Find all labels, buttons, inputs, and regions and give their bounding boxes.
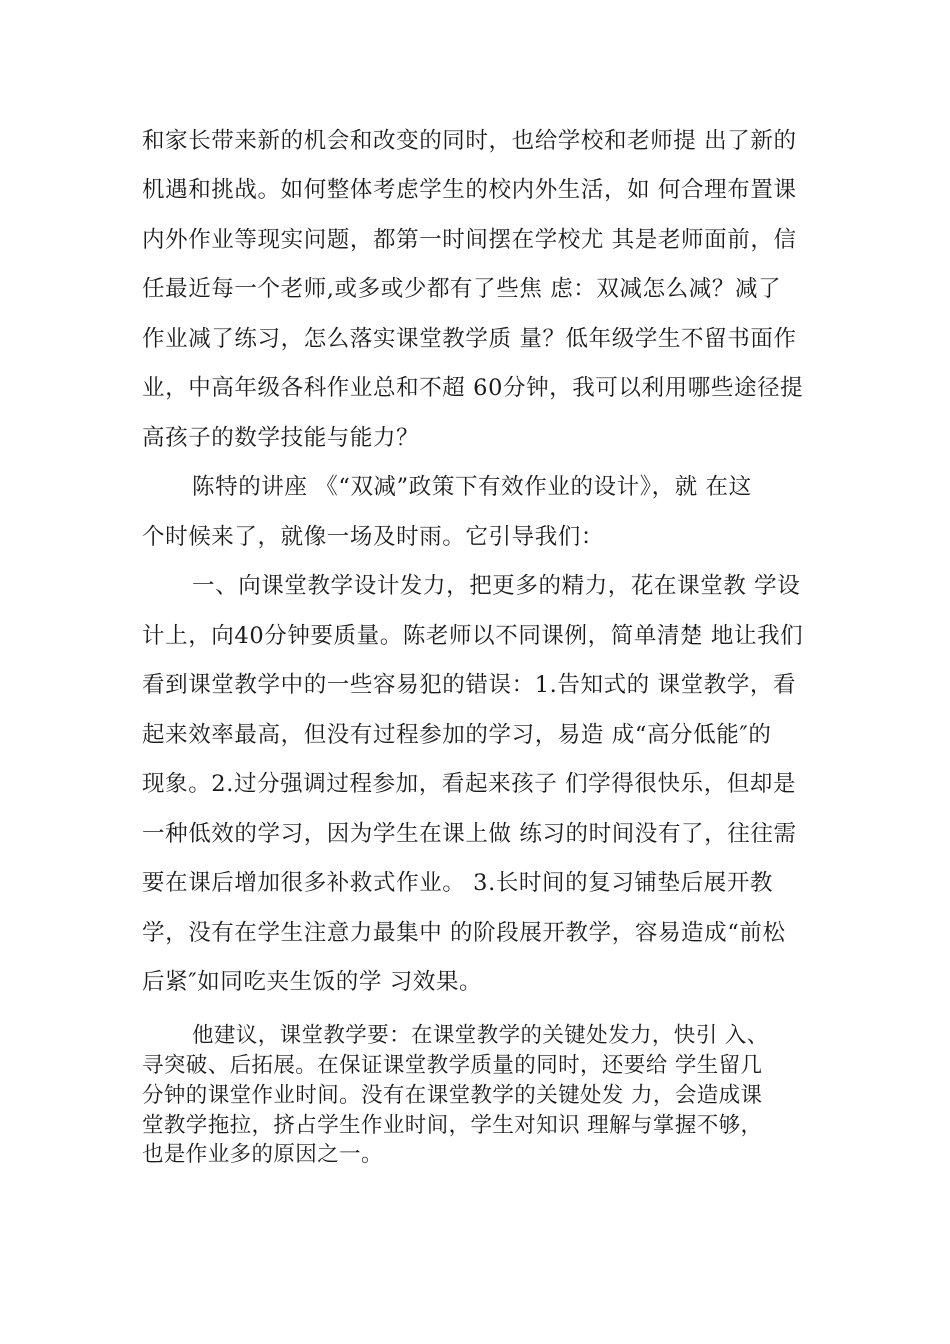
paragraph-1-line-3: 内外作业等现实问题，都第一时间摆在学校尤 其是老师面前，信 (142, 227, 797, 253)
paragraph-3-line-7: 要在课后增加很多补救式作业。 3.长时间的复习铺垫后展开教 (142, 870, 774, 896)
paragraph-2-line-1: 陈特的讲座 《“双减”政策下有效作业的设计》，就 在这 (192, 474, 752, 500)
paragraph-4-line-3: 分钟的课堂作业时间。没有在课堂教学的关键处发 力，会造成课 (142, 1083, 763, 1108)
paragraph-3-line-3: 看到课堂教学中的一些容易犯的错误：1.告知式的 课堂教学，看 (142, 672, 797, 698)
paragraph-3-line-8: 学，没有在学生注意力最集中 的阶段展开教学，容易造成“前松 (142, 920, 786, 946)
paragraph-3-line-5: 现象。2.过分强调过程参加，看起来孩子 们学得很快乐，但却是 (142, 771, 797, 797)
paragraph-4-line-4: 堂教学拖拉，挤占学生作业时间，学生对知识 理解与掌握不够， (142, 1113, 763, 1138)
paragraph-4-line-2: 寻突破、后拓展。在保证课堂教学质量的同时，还要给 学生留几 (142, 1053, 763, 1078)
paragraph-3-line-4: 起来效率最高，但没有过程参加的学习，易造 成“高分低能″的 (142, 722, 772, 748)
paragraph-1-line-5: 作业减了练习，怎么落实课堂教学质 量？低年级学生不留书面作 (142, 326, 797, 352)
paragraph-3-line-1: 一、向课堂教学设计发力，把更多的精力，花在课堂教 学设 (192, 573, 801, 599)
paragraph-3-line-9: 后紧″如同吃夹生饭的学 习效果。 (142, 969, 483, 995)
paragraph-1-line-2: 机遇和挑战。如何整体考虑学生的校内外生活，如 何合理布置课 (142, 177, 797, 203)
paragraph-4-line-5: 也是作业多的原因之一。 (142, 1142, 383, 1167)
paragraph-1-line-1: 和家长带来新的机会和改变的同时，也给学校和老师提 出了新的 (142, 128, 797, 154)
paragraph-1-line-4: 任最近每一个老师,或多或少都有了些焦 虑：双减怎么减？减了 (142, 276, 782, 302)
paragraph-1-line-7: 高孩子的数学技能与能力？ (142, 425, 420, 451)
paragraph-2-line-2: 个时候来了，就像一场及时雨。它引导我们： (142, 524, 605, 550)
paragraph-1-line-6: 业，中高年级各科作业总和不超 60分钟，我可以利用哪些途径提 (142, 375, 804, 401)
paragraph-3-line-6: 一种低效的学习，因为学生在课上做 练习的时间没有了，往往需 (142, 821, 797, 847)
paragraph-4-line-1: 他建议，课堂教学要：在课堂教学的关键处发力，快引 入、 (192, 1023, 769, 1048)
paragraph-3-line-2: 计上，向40分钟要质量。陈老师以不同课例，简单清楚 地让我们 (142, 623, 804, 649)
